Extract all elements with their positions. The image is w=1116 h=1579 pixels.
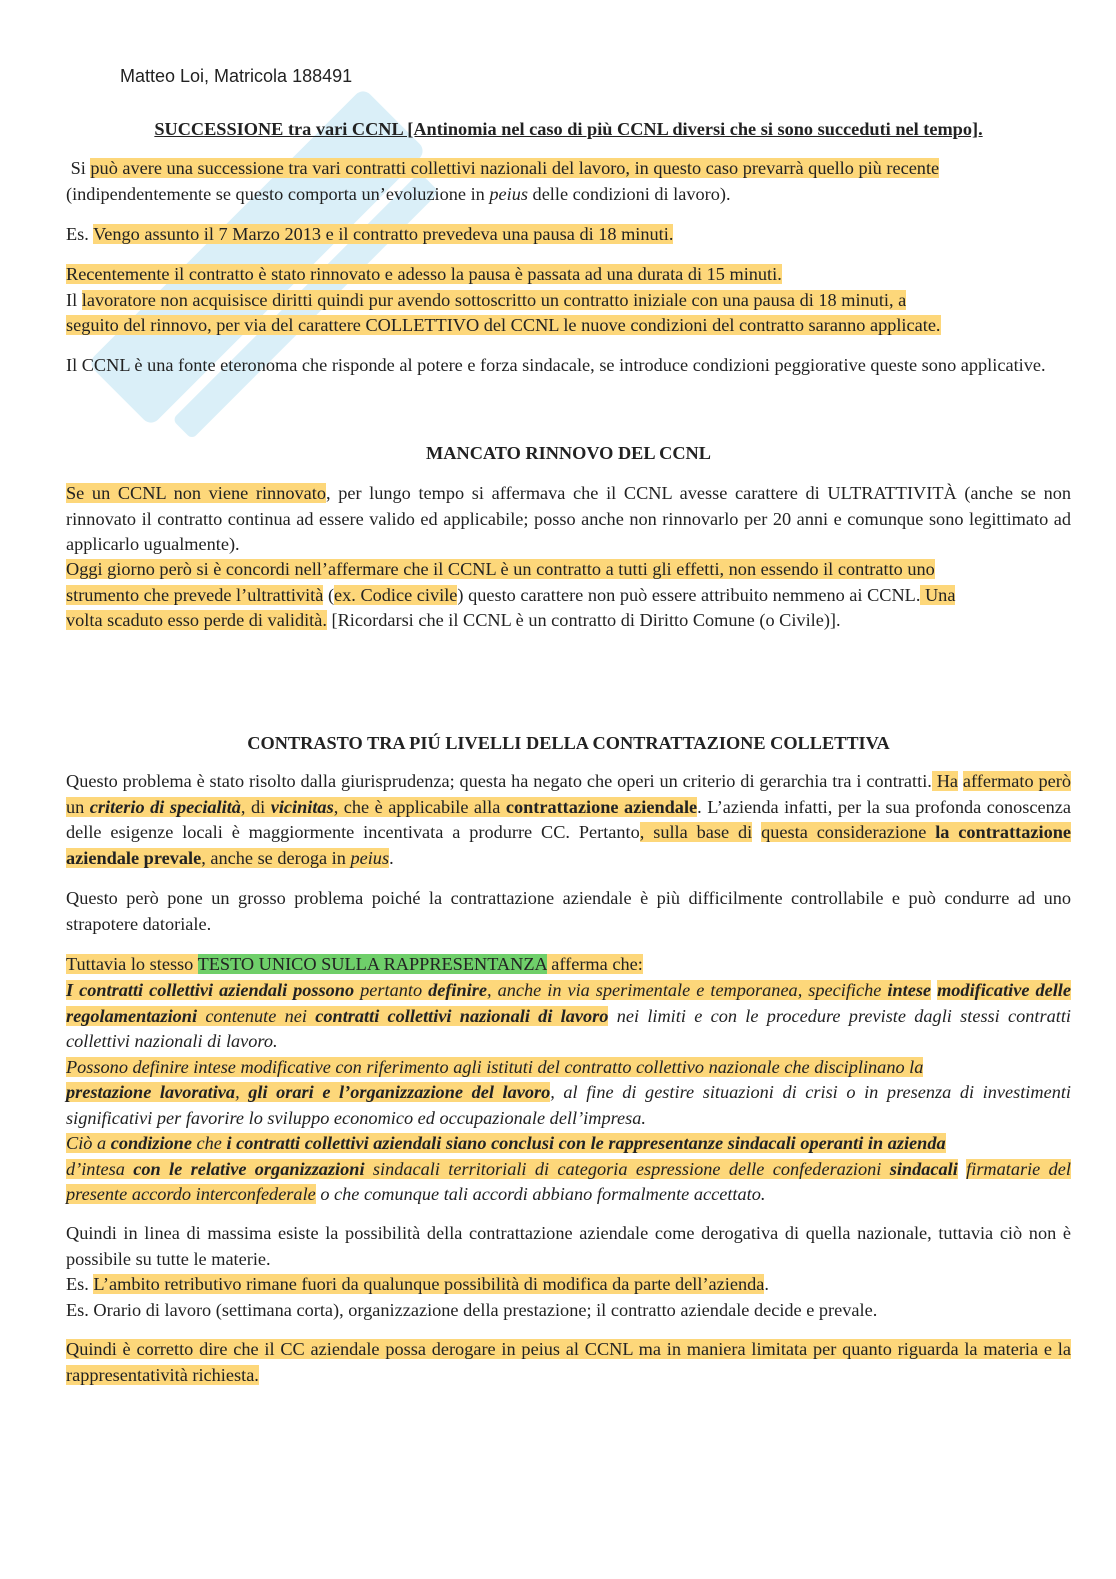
section-title-succession: SUCCESSIONE tra vari CCNL [Antinomia nel caso di più CCNL diversi che si sono succeduti nel tempo].: [154, 119, 983, 139]
paragraph-contrast-1: Questo problema è stato risolto dalla giurisprudenza; questa ha negato che operi un criterio di gerarchia tra i contratti. Ha affermato però un criterio di specialità, di vicinitas, che è applicabile alla contrattazione aziendale. L’azienda infatti, per la sua profonda conoscenza delle esigenze locali è maggiormente incentivata a produrre CC. Pertanto, sulla base di questa considerazione la contrattazione aziendale prevale, anche se deroga in peius.: [66, 771, 1071, 868]
paragraph-renewal-2: Oggi giorno però si è concordi nell’affermare che il CCNL è un contratto a tutti gli effetti, non essendo il contratto uno strumento che prevede l’ultrattività (ex. Codice civile) questo carattere non può essere attribuito nemmeno ai CCNL. Una volta scaduto esso perde di validità. [Ricordarsi che il CCNL è un contratto di Diritto Comune (o Civile)].: [66, 559, 956, 630]
section-title-contrast: CONTRASTO TRA PIÚ LIVELLI DELLA CONTRATTAZIONE COLLETTIVA: [247, 733, 890, 753]
paragraph-contrast-2: Questo però pone un grosso problema poiché la contrattazione aziendale è più difficilmente controllabile e può condurre ad uno strapotere datoriale.: [66, 888, 1071, 934]
section-title-renewal: MANCATO RINNOVO DEL CCNL: [426, 443, 711, 463]
paragraph-contrast-3: Quindi in linea di massima esiste la possibilità della contrattazione aziendale come derogativa di quella nazionale, tuttavia ciò non è possibile su tutte le materie. Es. L’ambito retributivo rimane fuori da qualunque possibilità di modifica da parte dell’azienda. Es. Orario di lavoro (settimana corta), organizzazione della prestazione; il contratto aziendale decide e prevale.: [66, 1223, 1071, 1320]
paragraph-succession-1: Si può avere una successione tra vari contratti collettivi nazionali del lavoro, in questo caso prevarrà quello più recente (indipendentemente se questo comporta un’evoluzione in peius delle condizioni di lavoro).: [66, 158, 940, 204]
watermark-logo: [22, 22, 492, 492]
paragraph-testo-unico: Tuttavia lo stesso TESTO UNICO SULLA RAPPRESENTANZA afferma che:: [66, 954, 643, 974]
paragraph-succession-2: Recentemente il contratto è stato rinnovato e adesso la pausa è passata ad una durata di 15 minuti. Il lavoratore non acquisisce diritti quindi pur avendo sottoscritto un contratto iniziale con una pausa di 18 minuti, a seguito del rinnovo, per via del carattere COLLETTIVO del CCNL le nuove condizioni del contratto saranno applicate.: [66, 264, 941, 335]
quote-testo-unico: I contratti collettivi aziendali possono pertanto definire, anche in via sperimentale e temporanea, specifiche intese modificative delle regolamentazioni contenute nei contratti collettivi nazionali di lavoro nei limiti e con le procedure previste dagli stessi contratti collettivi nazionali di lavoro. Possono definire intese modificative con riferimento agli istituti del contratto collettivo nazionale che disciplinano la prestazione lavorativa, gli orari e l’organizzazione del lavoro, al fine di gestire situazioni di crisi o in presenza di investimenti significativi per favorire lo sviluppo economico ed occupazionale dell’impresa. Ciò a condizione che i contratti collettivi aziendali siano conclusi con le rappresentanze sindacali operanti in azienda d’intesa con le relative organizzazioni sindacali territoriali di categoria espressione delle confederazioni sindacali firmatarie del presente accordo interconfederale o che comunque tali accordi abbiano formalmente accettato.: [66, 980, 1072, 1204]
author-line: Matteo Loi, Matricola 188491: [120, 66, 353, 86]
paragraph-conclusion: Quindi è corretto dire che il CC aziendale possa derogare in peius al CCNL ma in maniera limitata per quanto riguarda la materia e la rappresentatività richiesta.: [66, 1339, 1071, 1385]
paragraph-example-1: Es. Vengo assunto il 7 Marzo 2013 e il contratto prevedeva una pausa di 18 minuti.: [66, 224, 674, 244]
paragraph-succession-3: Il CCNL è una fonte eteronoma che risponde al potere e forza sindacale, se introduce condizioni peggiorative queste sono applicative.: [66, 355, 1046, 375]
paragraph-renewal-1: Se un CCNL non viene rinnovato, per lungo tempo si affermava che il CCNL avesse carattere di ULTRATTIVITÀ (anche se non rinnovato il contratto continua ad essere valido ed applicabile; posso anche non rinnovarlo per 20 anni e comunque sono legittimato ad applicarlo ugualmente).: [66, 483, 1071, 554]
